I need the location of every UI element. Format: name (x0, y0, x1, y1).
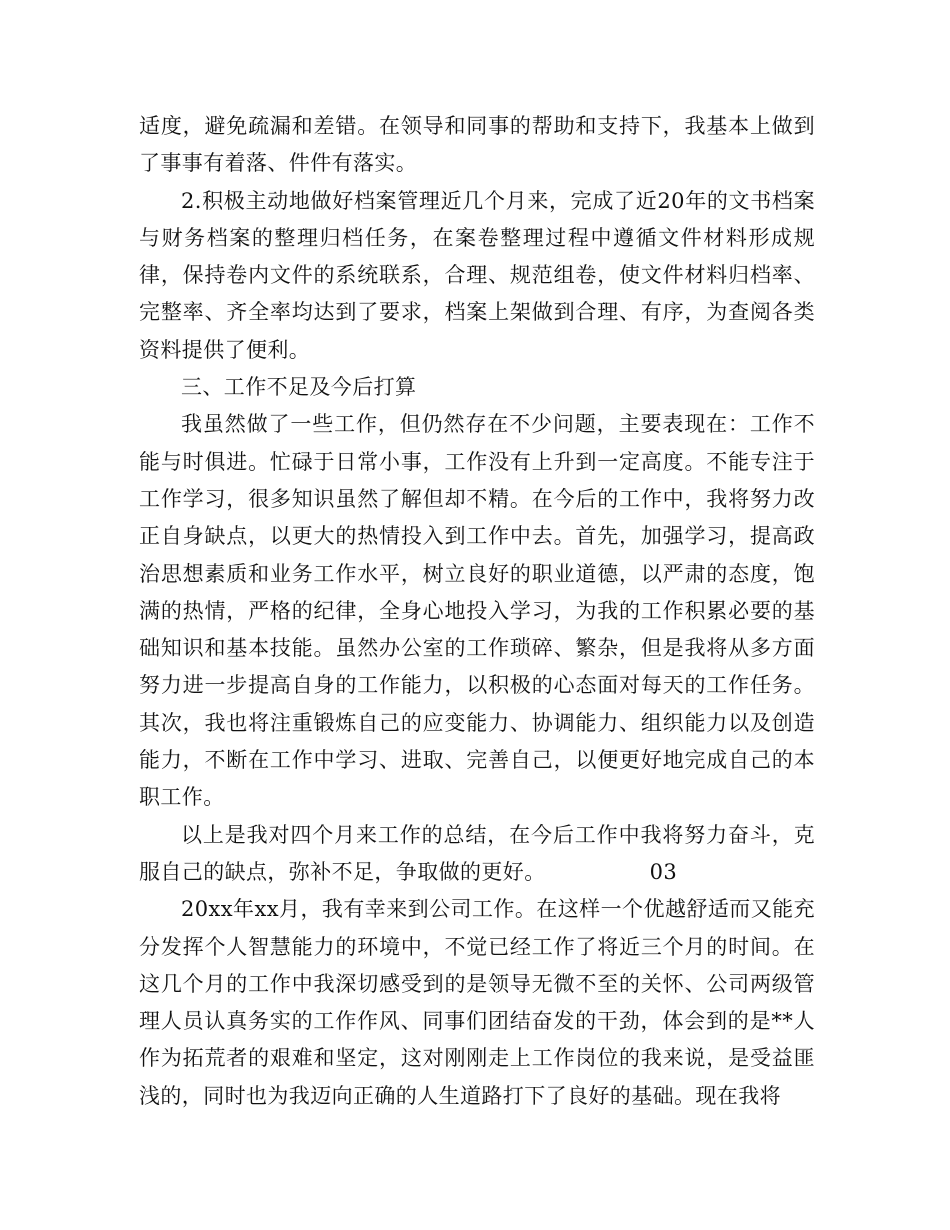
paragraph (139, 817, 815, 892)
section-number: 03 (649, 859, 678, 884)
document-body (139, 108, 815, 1115)
paragraph: 我虽然做了一些工作，但仍然存在不少问题，主要表现在：工作不能与时俱进。忙碌于日常小事，工作没有上升到一定高度。不能专注于工作学习，很多知识虽然了解但却不精。在今后的工作中，我将努力改正自身缺点，以更大的热情投入到工作中去。首先，加强学习，提高政治思想素质和业务工作水平，树立良好的职业道德，以严肃的态度，饱满的热情，严格的纪律，全身心地投入学习，为我的工作积累必要的基础知识和基本技能。虽然办公室的工作琐碎、繁杂，但是我将从多方面努力进一步提高自身的工作能力，以积极的心态面对每天的工作任务。其次，我也将注重锻炼自己的应变能力、协调能力、组织能力以及创造能力，不断在工作中学习、进取、完善自己，以便更好地完成自己的本职工作。 (139, 412, 815, 810)
paragraph: 适度，避免疏漏和差错。在领导和同事的帮助和支持下，我基本上做到了事事有着落、件件有落实。 (139, 114, 815, 176)
paragraph-text: 以上是我对四个月来工作的总结，在今后工作中我将努力奋斗，克服自己的缺点，弥补不足，争取做的更好。 (139, 822, 815, 884)
section-heading: 三、工作不足及今后打算 (181, 375, 417, 400)
paragraph: 2.积极主动地做好档案管理近几个月来，完成了近20年的文书档案与财务档案的整理归档任务，在案卷整理过程中遵循文件材料形成规律，保持卷内文件的系统联系，合理、规范组卷，使文件材料归档率、完整率、齐全率均达到了要求，档案上架做到合理、有序，为查阅各类资料提供了便利。 (139, 188, 815, 362)
paragraph: 20xx年xx月，我有幸来到公司工作。在这样一个优越舒适而又能充分发挥个人智慧能力的环境中，不觉已经工作了将近三个月的时间。在这几个月的工作中我深切感受到的是领导无微不至的关怀、公司两级管理人员认真务实的工作作风、同事们团结奋发的干劲，体会到的是**人作为拓荒者的艰难和坚定，这对刚刚走上工作岗位的我来说，是受益匪浅的，同时也为我迈向正确的人生道路打下了良好的基础。现在我将 (139, 897, 815, 1108)
